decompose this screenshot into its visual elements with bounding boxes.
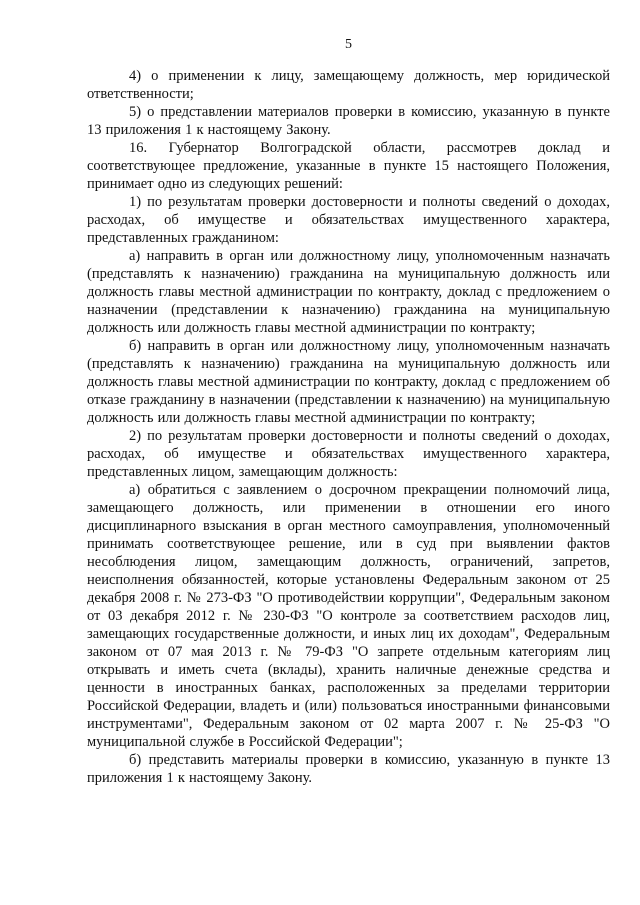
paragraph-decision-2a: а) обратиться с заявлением о досрочном прекращении полномочий лица, замещающего должность, или применении в отношении его иного дисциплинарного взыскания в орган местного самоуправления, уполномоченный принимать соответствующее решение, или в суд при выявлении фактов несоблюдения лицом, замещающим должность, ограничений, запретов, неисполнения обязанностей, которые установлены Федеральным законом от 25 декабря 2008 г. № 273-ФЗ "О противодействии коррупции", Федеральным законом от 03 декабря 2012 г. № 230-ФЗ "О контроле за соответствием расходов лиц, замещающих государственные должности, и иных лиц их доходам", Федеральным законом от 07 мая 2013 г. № 79-ФЗ "О запрете отдельным категориям лиц открывать и иметь счета (вклады), хранить наличные денежные средства и ценности в иностранных банках, расположенных за пределами территории Российской Федерации, владеть и (или) пользоваться иностранными финансовыми инструментами", Федеральным законом от 02 марта 2007 г. № 25-ФЗ "О муниципальной службе в Российской Федерации"; xyxy=(87,482,610,750)
paragraph-decision-2b: б) представить материалы проверки в комиссию, указанную в пункте 13 приложения 1 к настоящему Закону. xyxy=(87,752,610,786)
paragraph-section-16: 16. Губернатор Волгоградской области, рассмотрев доклад и соответствующее предложение, указанные в пункте 15 настоящего Положения, принимает одно из следующих решений: xyxy=(87,140,610,192)
paragraph-item-4: 4) о применении к лицу, замещающему должность, мер юридической ответственности; xyxy=(87,68,610,102)
paragraph-decision-2: 2) по результатам проверки достоверности и полноты сведений о доходах, расходах, об имуществе и обязательствах имущественного характера, представленных лицом, замещающим должность: xyxy=(87,428,610,480)
paragraph-decision-1: 1) по результатам проверки достоверности и полноты сведений о доходах, расходах, об имуществе и обязательствах имущественного характера, представленных гражданином: xyxy=(87,194,610,246)
page-number: 5 xyxy=(345,37,352,52)
paragraph-decision-1b: б) направить в орган или должностному лицу, уполномоченным назначать (представлять к назначению) гражданина на муниципальную должность или должность главы местной администрации по контракту, доклад с предложением об отказе гражданину в назначении (представлении к назначению) на муниципальную должность или должность главы местной администрации по контракту; xyxy=(87,338,610,426)
paragraph-decision-1a: а) направить в орган или должностному лицу, уполномоченным назначать (представлять к назначению) гражданина на муниципальную должность или должность главы местной администрации по контракту, доклад с предложением о назначении (представлении к назначению) гражданина на муниципальную должность или должность главы местной администрации по контракту; xyxy=(87,248,610,336)
paragraph-item-5: 5) о представлении материалов проверки в комиссию, указанную в пункте 13 приложения 1 к настоящему Закону. xyxy=(87,104,610,138)
